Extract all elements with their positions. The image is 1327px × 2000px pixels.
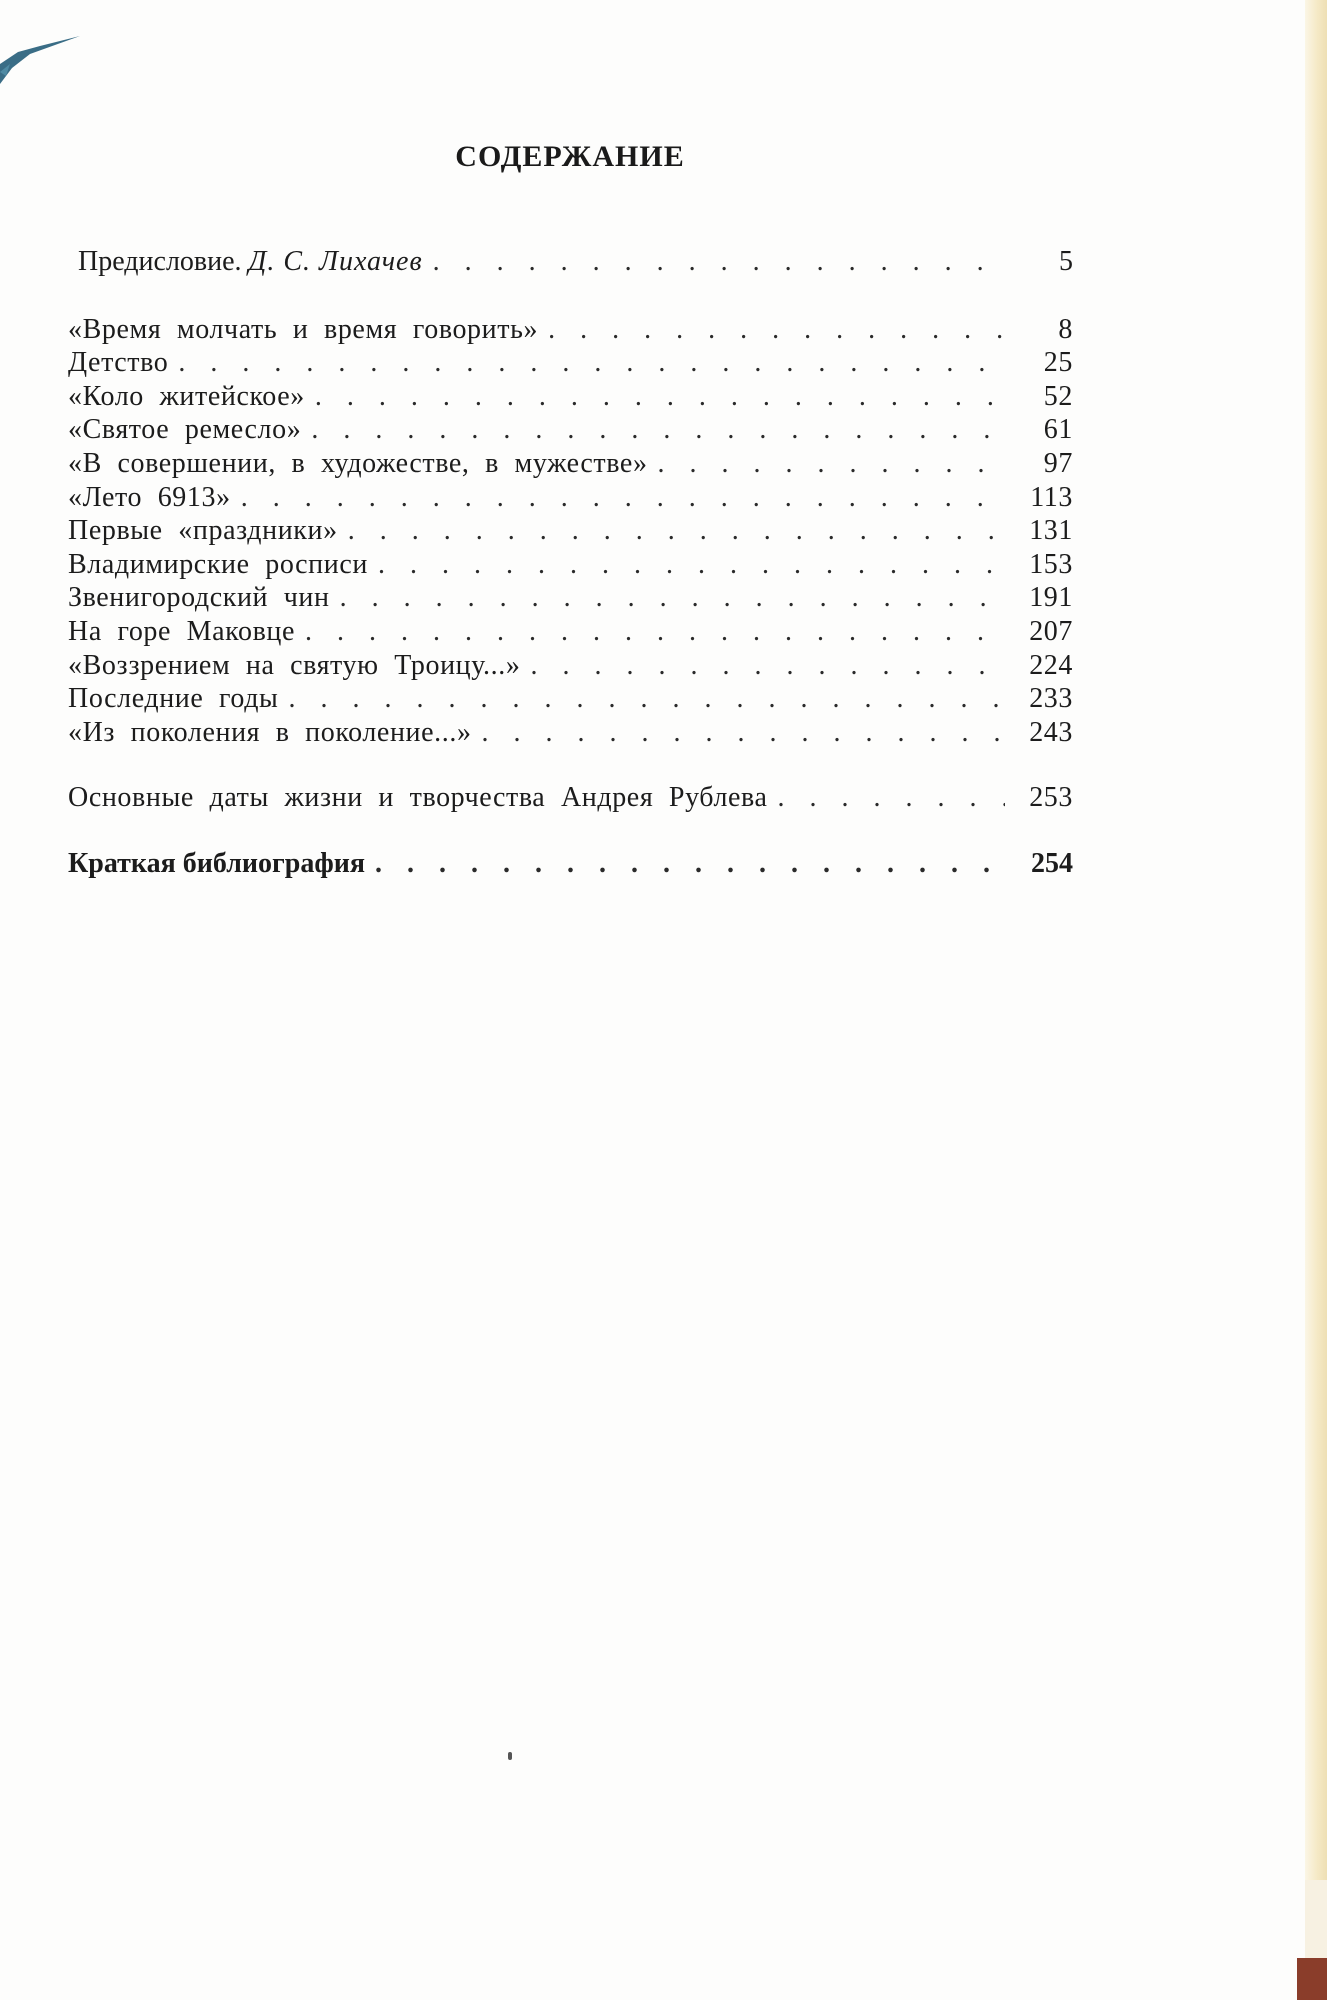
dot-leader [658, 447, 1005, 481]
page-title: СОДЕРЖАНИЕ [455, 140, 685, 173]
toc-row [68, 481, 1073, 515]
toc-entry-label: Краткая библиография [68, 847, 365, 879]
toc-entry-label: Первые «праздники» [68, 515, 338, 547]
toc-row-bibliography [68, 847, 1073, 881]
page-number: 113 [1030, 481, 1073, 513]
toc-entry-label: «Лето 6913» [68, 481, 231, 513]
page-number: 233 [1029, 683, 1073, 715]
page-number: 5 [1059, 246, 1073, 277]
dot-leader [530, 649, 1005, 683]
page-number: 224 [1029, 649, 1073, 681]
dot-leader [315, 380, 1005, 414]
toc-row [68, 380, 1073, 414]
page-number: 207 [1029, 615, 1073, 647]
preface-author: Д. С. Лихачев [248, 246, 423, 277]
page-edge-strip-bottom [1305, 1880, 1327, 1958]
toc-row [68, 716, 1073, 750]
dot-leader [311, 413, 1005, 447]
page-number: 25 [1043, 347, 1073, 379]
page-number: 191 [1029, 582, 1073, 614]
toc-row [68, 413, 1073, 447]
page-edge-strip [1305, 0, 1327, 1880]
page-number: 131 [1029, 515, 1073, 547]
preface-label: Предисловие. [78, 246, 242, 277]
dot-leader [433, 245, 1005, 279]
page-number: 254 [1031, 847, 1073, 879]
page-number: 97 [1043, 447, 1073, 479]
toc-entry-label: Основные даты жизни и творчества Андрея Рублева [68, 782, 768, 814]
toc-row [68, 548, 1073, 582]
toc-entry-label: Звенигородский чин [68, 582, 330, 614]
toc-entry-label: Последние годы [68, 683, 279, 715]
dot-leader [778, 781, 1005, 815]
toc-row [68, 514, 1073, 548]
dot-leader [378, 548, 1005, 582]
dot-leader [340, 581, 1005, 615]
toc-row [68, 346, 1073, 380]
toc-row [68, 581, 1073, 615]
dot-leader [375, 847, 1005, 881]
page-number: 243 [1029, 716, 1073, 748]
toc-row [68, 615, 1073, 649]
toc-row [68, 313, 1073, 347]
toc-entry-label: Владимирские росписи [68, 548, 368, 580]
dot-leader [288, 682, 1005, 716]
dot-leader [482, 716, 1005, 750]
toc-entry-label: «Коло житейское» [68, 380, 305, 412]
dot-leader [348, 514, 1005, 548]
toc-entry-label: «Святое ремесло» [68, 414, 302, 446]
toc-entry-label: «Из поколения в поколение...» [68, 716, 472, 748]
toc-row-preface [78, 245, 1073, 279]
dot-leader [178, 346, 1005, 380]
dot-leader [305, 615, 1005, 649]
page-number: 153 [1029, 548, 1073, 580]
page-number: 253 [1029, 782, 1073, 814]
toc-entry-label: На горе Маковце [68, 615, 296, 647]
toc-entry-label: Детство [68, 347, 169, 379]
page-number: 52 [1043, 380, 1073, 412]
dot-leader [241, 481, 1005, 515]
page-number: 61 [1043, 414, 1073, 446]
chapter-list [68, 313, 1073, 750]
torn-corner-mark [0, 24, 90, 84]
page-number: 8 [1058, 313, 1073, 345]
toc-row [68, 682, 1073, 716]
cover-corner [1297, 1958, 1327, 2000]
dot-leader [548, 313, 1005, 347]
toc-row-dates [68, 781, 1073, 815]
toc-entry-label [78, 245, 423, 279]
toc-entry-label: «Время молчать и время говорить» [68, 313, 539, 345]
toc-entry-label: «Воззрением на святую Троицу...» [68, 649, 521, 681]
ink-fleck [508, 1752, 512, 1760]
table-of-contents [68, 245, 1073, 881]
toc-row [68, 447, 1073, 481]
toc-entry-label: «В совершении, в художестве, в мужестве» [68, 447, 648, 479]
toc-row [68, 649, 1073, 683]
